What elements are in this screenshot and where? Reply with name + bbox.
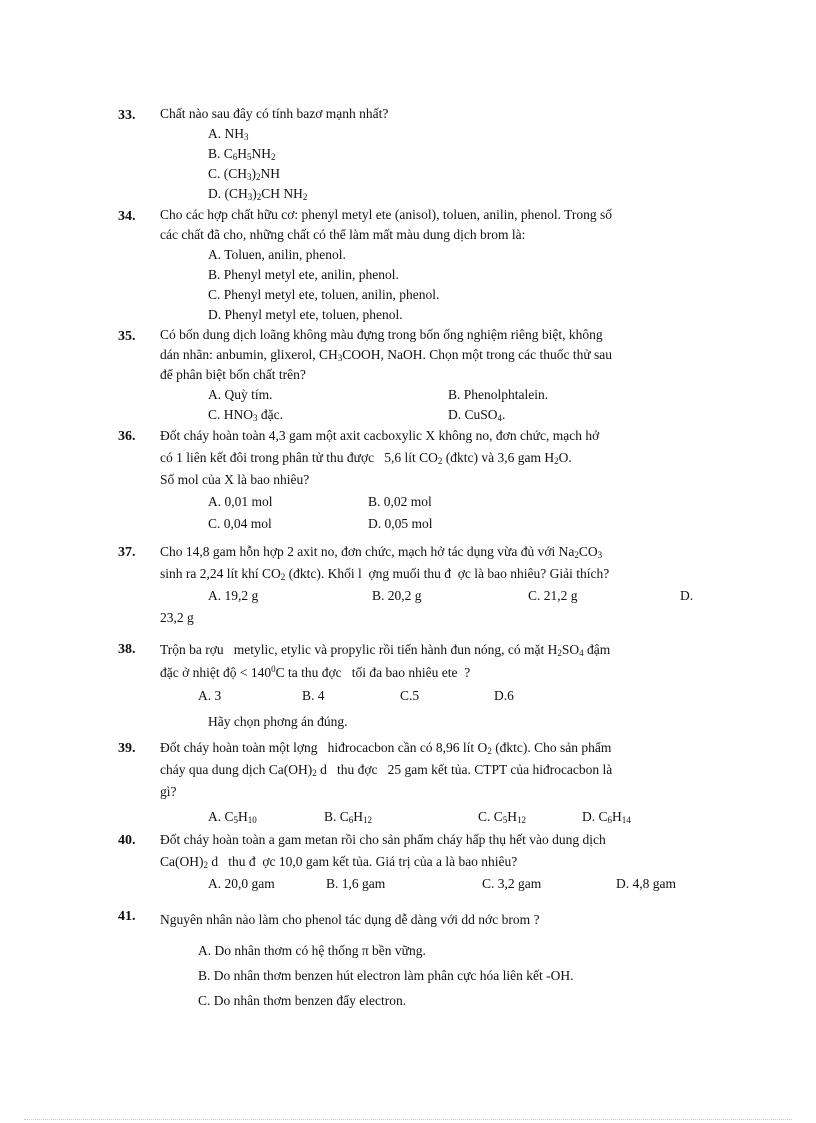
question-stem-line: gì? [160, 784, 177, 799]
question-36 [118, 425, 698, 535]
option-d: D. CuSO$_4$. [448, 407, 506, 423]
question-38 [118, 638, 698, 733]
question-number: 40. [118, 833, 136, 848]
question-stem-line: để phân biệt bốn chất trên? [160, 367, 306, 382]
page-bottom-border [24, 1119, 792, 1120]
option-d: D. $C_6H_{14}$ [582, 809, 631, 825]
question-stem-line: Đốt cháy hoàn toàn a gam metan rồi cho sản phẩm cháy hấp thụ hết vào dung dịch [160, 832, 606, 847]
question-stem-line: có 1 liên kết đôi trong phân tử thu được 5,6 lít $CO_2$ (đktc) và 3,6 gam $H_2O$. [160, 450, 572, 466]
question-number: 33. [118, 108, 136, 123]
option-b: B. Phenolphtalein. [448, 387, 549, 402]
option-b: B. $C_6H_{12}$ [324, 809, 373, 825]
option-a: A. Quỳ tím. [208, 387, 273, 402]
question-stem-line: Đốt cháy hoàn toàn 4,3 gam một axit cacboxylic X không no, đơn chức, mạch hở [160, 428, 600, 443]
question-39 [118, 737, 698, 832]
option-a: A. $C_5H_{10}$ [208, 809, 257, 825]
question-number: 38. [118, 642, 136, 657]
option-a: A. $NH_3$ [208, 126, 249, 142]
question-number: 41. [118, 909, 136, 924]
question-41 [118, 905, 698, 1013]
option-d: D. $(CH_3)_2CH$ $NH_2$ [208, 186, 308, 202]
question-stem-line: các chất đã cho, những chất có thể làm mất màu dung dịch brom là: [160, 227, 526, 242]
option-d: D.6 [494, 688, 514, 703]
option-a: A. Do nhân thơm có hệ thống π bền vững. [198, 943, 426, 958]
question-number: 39. [118, 741, 136, 756]
question-number: 37. [118, 545, 136, 560]
question-stem-line: Trộn ba rợu metylic, etylic và propylic rồi tiến hành đun nóng, có mặt $H_2SO_4$ đậm [160, 642, 611, 658]
option-d: D. 0,05 mol [368, 516, 433, 531]
option-d: D. [680, 588, 694, 603]
question-stem: Chất nào sau đây có tính bazơ mạnh nhất? [160, 106, 389, 121]
question-stem-line: cháy qua dung dịch $Ca(OH)_2$ d thu đợc 25 gam kết tủa. CTPT của hiđrocacbon là [160, 762, 613, 778]
option-a: A. 0,01 mol [208, 494, 273, 509]
question-40 [118, 829, 698, 895]
question-stem-line: Cho các hợp chất hữu cơ: phenyl metyl ete (anisol), toluen, anilin, phenol. Trong số [160, 207, 613, 222]
option-c: C. 21,2 g [528, 588, 578, 603]
question-stem-line: đặc ở nhiệt độ < $140^0C$ ta thu đợc tối đa bao nhiêu ete ? [160, 664, 471, 680]
option-c: C. 3,2 gam [482, 876, 542, 891]
question-stem-line: dán nhãn: anbumin, glixerol, $CH_3COOH$, NaOH. Chọn một trong các thuốc thử sau [160, 347, 613, 363]
question-stem-line: Đốt cháy hoàn toàn một lợng hiđrocacbon cần có 8,96 lít $O_2$ (đktc). Cho sản phẩm [160, 740, 612, 756]
option-c: C.5 [400, 688, 420, 703]
option-c: C. $HNO_3$ đặc. [208, 407, 283, 423]
question-note: Hãy chọn phơng án đúng. [208, 714, 348, 729]
option-a: A. 20,0 gam [208, 876, 275, 891]
question-stem-line: Cho 14,8 gam hỗn hợp 2 axit no, đơn chức, mạch hở tác dụng vừa đủ với $Na_2CO_3$ [160, 544, 603, 560]
option-d: D. 4,8 gam [616, 876, 676, 891]
question-37 [118, 541, 698, 629]
question-35 [118, 325, 698, 425]
option-b: B. 1,6 gam [326, 876, 386, 891]
option-c: C. Do nhân thơm benzen đẩy electron. [198, 993, 407, 1008]
option-c: C. $(CH_3)_2NH$ [208, 166, 281, 182]
option-b: B. Phenyl metyl ete, anilin, phenol. [208, 267, 399, 282]
question-number: 34. [118, 209, 136, 224]
question-stem-line: Số mol của X là bao nhiêu? [160, 472, 310, 487]
option-b: B. $C_6H_5NH_2$ [208, 146, 276, 162]
option-c: C. $C_5H_{12}$ [478, 809, 527, 825]
option-d: D. Phenyl metyl ete, toluen, phenol. [208, 307, 403, 322]
option-a: A. 19,2 g [208, 588, 259, 603]
question-number: 35. [118, 329, 136, 344]
question-stem-line: sinh ra 2,24 lít khí $CO_2$ (đktc). Khối l ợng muối thu đ ợc là bao nhiêu? Giải thích? [160, 566, 610, 582]
option-d-value: 23,2 g [160, 610, 194, 625]
option-a: A. 3 [198, 688, 222, 703]
question-number: 36. [118, 429, 136, 444]
option-a: A. Toluen, anilin, phenol. [208, 247, 346, 262]
question-stem-line: Có bốn dung dịch loãng không màu đựng trong bốn ống nghiệm riêng biệt, không [160, 327, 603, 342]
option-c: C. 0,04 mol [208, 516, 272, 531]
option-b: B. 20,2 g [372, 588, 422, 603]
question-stem-line: $Ca(OH)_2$ d thu đ ợc 10,0 gam kết tủa. Giá trị của a là bao nhiêu? [160, 854, 518, 870]
option-b: B. 0,02 mol [368, 494, 432, 509]
option-c: C. Phenyl metyl ete, toluen, anilin, phenol. [208, 287, 440, 302]
question-34 [118, 205, 698, 325]
option-b: B. 4 [302, 688, 325, 703]
option-b: B. Do nhân thơm benzen hút electron làm phân cực hóa liên kết -OH. [198, 968, 574, 983]
question-33 [118, 104, 698, 204]
question-stem: Nguyên nhân nào làm cho phenol tác dụng dễ dàng với dd nớc brom ? [160, 912, 540, 927]
